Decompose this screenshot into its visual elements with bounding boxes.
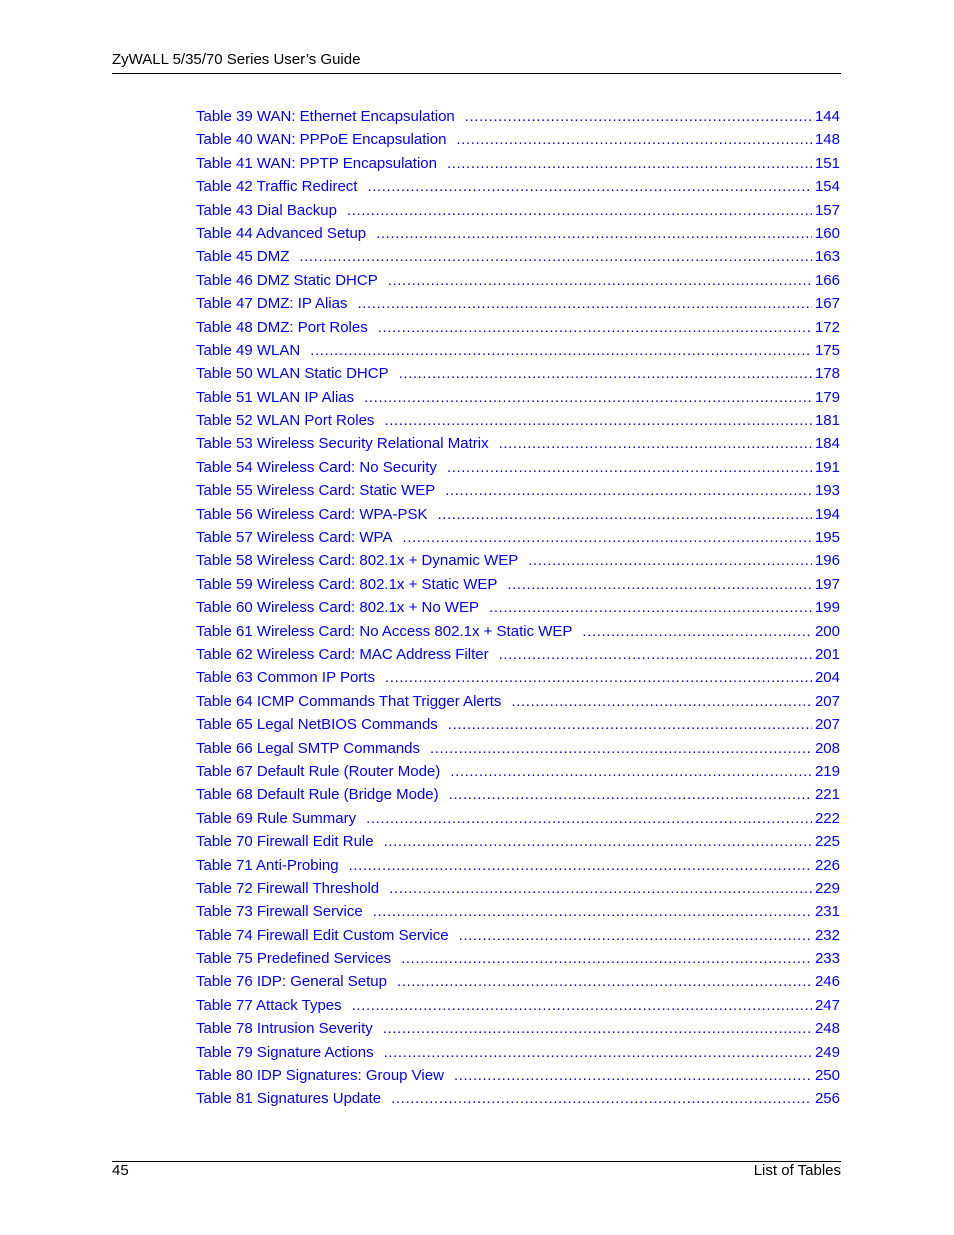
toc-entry-label: Table 50 WLAN Static DHCP	[196, 365, 389, 383]
toc-entry-label: Table 78 Intrusion Severity	[196, 1020, 373, 1038]
toc-entry-page: 201	[814, 645, 840, 663]
toc-leader-dots	[357, 292, 812, 315]
toc-leader-dots	[401, 947, 812, 970]
toc-entry[interactable]	[196, 128, 840, 151]
toc-entry-page: 204	[814, 669, 840, 687]
toc-entry[interactable]	[196, 269, 840, 292]
toc-entry-label: Table 58 Wireless Card: 802.1x + Dynamic WEP	[196, 552, 519, 570]
footer-page-number: 45	[112, 1162, 129, 1179]
toc-leader-dots	[376, 222, 812, 245]
toc-entry[interactable]	[196, 900, 840, 923]
toc-entry[interactable]	[196, 456, 840, 479]
toc-leader-dots	[450, 760, 812, 783]
toc-entry-label: Table 49 WLAN	[196, 341, 301, 359]
toc-entry[interactable]	[196, 152, 840, 175]
toc-entry[interactable]	[196, 432, 840, 455]
toc-entry[interactable]	[196, 830, 840, 853]
page-header-title: ZyWALL 5/35/70 Series User’s Guide	[112, 51, 361, 68]
toc-entry-page: 197	[814, 575, 840, 593]
toc-entry-label: Table 72 Firewall Threshold	[196, 879, 380, 897]
toc-entry-label: Table 67 Default Rule (Router Mode)	[196, 762, 441, 780]
toc-entry-page: 194	[814, 505, 840, 523]
toc-entry-page: 196	[814, 552, 840, 570]
toc-entry[interactable]	[196, 854, 840, 877]
toc-entry[interactable]	[196, 1087, 840, 1110]
toc-leader-dots	[511, 690, 812, 713]
toc-entry-label: Table 42 Traffic Redirect	[196, 178, 358, 196]
toc-entry-label: Table 45 DMZ	[196, 248, 290, 266]
toc-entry-page: 154	[814, 178, 840, 196]
list-of-tables	[196, 105, 840, 1111]
toc-entry-page: 207	[814, 716, 840, 734]
toc-leader-dots	[402, 526, 812, 549]
toc-entry-label: Table 55 Wireless Card: Static WEP	[196, 482, 436, 500]
toc-entry-label: Table 73 Firewall Service	[196, 903, 363, 921]
toc-entry-page: 250	[814, 1067, 840, 1085]
toc-entry-page: 232	[814, 926, 840, 944]
toc-entry-label: Table 48 DMZ: Port Roles	[196, 318, 368, 336]
toc-entry-label: Table 53 Wireless Security Relational Matrix	[196, 435, 489, 453]
toc-entry[interactable]	[196, 175, 840, 198]
toc-entry-page: 167	[814, 295, 840, 313]
toc-entry-label: Table 62 Wireless Card: MAC Address Filter	[196, 645, 489, 663]
toc-entry-page: 166	[814, 271, 840, 289]
toc-entry-label: Table 51 WLAN IP Alias	[196, 388, 355, 406]
toc-entry-label: Table 43 Dial Backup	[196, 201, 337, 219]
toc-entry-label: Table 66 Legal SMTP Commands	[196, 739, 421, 757]
toc-entry-label: Table 79 Signature Actions	[196, 1043, 374, 1061]
toc-entry[interactable]	[196, 947, 840, 970]
toc-entry-page: 148	[814, 131, 840, 149]
toc-leader-dots	[367, 175, 811, 198]
toc-entry-label: Table 70 Firewall Edit Rule	[196, 833, 374, 851]
toc-entry-page: 163	[814, 248, 840, 266]
toc-entry-page: 233	[814, 950, 840, 968]
toc-leader-dots	[352, 994, 812, 1017]
toc-entry-page: 248	[814, 1020, 840, 1038]
toc-entry-label: Table 77 Attack Types	[196, 996, 342, 1014]
toc-entry-label: Table 80 IDP Signatures: Group View	[196, 1067, 444, 1085]
toc-leader-dots	[391, 1087, 812, 1110]
toc-entry-label: Table 69 Rule Summary	[196, 809, 357, 827]
toc-entry[interactable]	[196, 1041, 840, 1064]
toc-leader-dots	[299, 245, 812, 268]
toc-entry[interactable]	[196, 362, 840, 385]
toc-leader-dots	[448, 713, 812, 736]
toc-entry-page: 181	[814, 412, 840, 430]
toc-entry[interactable]	[196, 526, 840, 549]
toc-entry[interactable]	[196, 409, 840, 432]
toc-entry-page: 221	[814, 786, 840, 804]
toc-entry-page: 184	[814, 435, 840, 453]
toc-entry-label: Table 64 ICMP Commands That Trigger Alerts	[196, 692, 502, 710]
toc-entry-page: 249	[814, 1043, 840, 1061]
toc-leader-dots	[384, 409, 812, 432]
toc-leader-dots	[364, 386, 812, 409]
toc-leader-dots	[489, 596, 812, 619]
footer-rule	[112, 1161, 841, 1162]
toc-entry-label: Table 59 Wireless Card: 802.1x + Static WEP	[196, 575, 498, 593]
toc-leader-dots	[349, 854, 812, 877]
toc-entry-label: Table 57 Wireless Card: WPA	[196, 529, 393, 547]
toc-leader-dots	[449, 783, 812, 806]
toc-leader-dots	[389, 877, 812, 900]
toc-entry-page: 191	[814, 458, 840, 476]
toc-entry-label: Table 75 Predefined Services	[196, 950, 392, 968]
toc-entry-label: Table 56 Wireless Card: WPA-PSK	[196, 505, 428, 523]
toc-leader-dots	[399, 362, 812, 385]
toc-entry-page: 195	[814, 529, 840, 547]
toc-leader-dots	[507, 573, 812, 596]
toc-entry-label: Table 65 Legal NetBIOS Commands	[196, 716, 438, 734]
toc-entry-page: 172	[814, 318, 840, 336]
toc-entry[interactable]	[196, 760, 840, 783]
toc-leader-dots	[459, 924, 812, 947]
toc-entry[interactable]	[196, 199, 840, 222]
toc-entry-page: 157	[814, 201, 840, 219]
toc-entry[interactable]	[196, 643, 840, 666]
toc-entry[interactable]	[196, 339, 840, 362]
toc-entry[interactable]	[196, 245, 840, 268]
toc-leader-dots	[397, 970, 812, 993]
toc-entry[interactable]	[196, 877, 840, 900]
toc-leader-dots	[384, 830, 812, 853]
toc-entry-page: 144	[814, 108, 840, 125]
toc-entry[interactable]	[196, 292, 840, 315]
toc-leader-dots	[347, 199, 812, 222]
toc-entry[interactable]	[196, 1064, 840, 1087]
toc-leader-dots	[582, 620, 812, 643]
toc-entry-label: Table 46 DMZ Static DHCP	[196, 271, 378, 289]
toc-entry-page: 178	[814, 365, 840, 383]
toc-entry[interactable]	[196, 573, 840, 596]
toc-entry[interactable]	[196, 105, 840, 128]
toc-entry[interactable]	[196, 666, 840, 689]
toc-leader-dots	[499, 432, 812, 455]
toc-entry-label: Table 54 Wireless Card: No Security	[196, 458, 437, 476]
toc-entry[interactable]	[196, 737, 840, 760]
toc-entry-page: 226	[814, 856, 840, 874]
toc-leader-dots	[437, 503, 812, 526]
toc-entry[interactable]	[196, 549, 840, 572]
toc-leader-dots	[378, 316, 812, 339]
toc-entry-label: Table 60 Wireless Card: 802.1x + No WEP	[196, 599, 480, 617]
toc-entry-page: 246	[814, 973, 840, 991]
toc-entry[interactable]	[196, 807, 840, 830]
toc-leader-dots	[445, 479, 812, 502]
toc-entry[interactable]	[196, 970, 840, 993]
toc-entry[interactable]	[196, 924, 840, 947]
toc-entry-page: 208	[814, 739, 840, 757]
footer-section-title: List of Tables	[753, 1162, 841, 1179]
toc-leader-dots	[383, 1017, 812, 1040]
toc-entry-label: Table 81 Signatures Update	[196, 1090, 382, 1108]
toc-entry-page: 247	[814, 996, 840, 1014]
toc-leader-dots	[373, 900, 812, 923]
toc-leader-dots	[447, 456, 812, 479]
toc-entry-label: Table 76 IDP: General Setup	[196, 973, 387, 991]
toc-entry-label: Table 71 Anti-Probing	[196, 856, 339, 874]
toc-entry-page: 200	[814, 622, 840, 640]
toc-entry-label: Table 39 WAN: Ethernet Encapsulation	[196, 108, 455, 125]
toc-entry-label: Table 63 Common IP Ports	[196, 669, 375, 687]
toc-entry-page: 193	[814, 482, 840, 500]
toc-entry[interactable]	[196, 316, 840, 339]
header-rule	[112, 73, 841, 74]
toc-entry-page: 175	[814, 341, 840, 359]
toc-leader-dots	[499, 643, 812, 666]
toc-entry-page: 225	[814, 833, 840, 851]
toc-entry[interactable]	[196, 1017, 840, 1040]
toc-entry-page: 222	[814, 809, 840, 827]
toc-leader-dots	[528, 549, 812, 572]
toc-entry-label: Table 44 Advanced Setup	[196, 224, 367, 242]
toc-leader-dots	[430, 737, 812, 760]
toc-entry-page: 151	[814, 154, 840, 172]
toc-leader-dots	[366, 807, 812, 830]
toc-entry-page: 256	[814, 1090, 840, 1108]
toc-entry-page: 199	[814, 599, 840, 617]
toc-entry[interactable]	[196, 222, 840, 245]
toc-entry-page: 207	[814, 692, 840, 710]
toc-entry-page: 229	[814, 879, 840, 897]
toc-entry[interactable]	[196, 690, 840, 713]
toc-leader-dots	[310, 339, 812, 362]
toc-entry-label: Table 68 Default Rule (Bridge Mode)	[196, 786, 439, 804]
toc-entry[interactable]	[196, 596, 840, 619]
toc-entry[interactable]	[196, 479, 840, 502]
toc-entry[interactable]	[196, 994, 840, 1017]
toc-entry-page: 179	[814, 388, 840, 406]
toc-entry[interactable]	[196, 783, 840, 806]
toc-entry-label: Table 40 WAN: PPPoE Encapsulation	[196, 131, 447, 149]
toc-leader-dots	[385, 666, 812, 689]
toc-leader-dots	[447, 152, 812, 175]
toc-leader-dots	[456, 128, 812, 151]
toc-entry-label: Table 41 WAN: PPTP Encapsulation	[196, 154, 437, 172]
toc-entry-page: 160	[814, 224, 840, 242]
toc-entry[interactable]	[196, 386, 840, 409]
toc-entry[interactable]	[196, 503, 840, 526]
toc-entry-label: Table 52 WLAN Port Roles	[196, 412, 375, 430]
toc-leader-dots	[454, 1064, 812, 1087]
toc-entry[interactable]	[196, 713, 840, 736]
toc-leader-dots	[388, 269, 812, 292]
toc-entry[interactable]	[196, 620, 840, 643]
toc-entry-label: Table 61 Wireless Card: No Access 802.1x + Static WEP	[196, 622, 573, 640]
toc-entry-label: Table 47 DMZ: IP Alias	[196, 295, 348, 313]
toc-leader-dots	[384, 1041, 812, 1064]
toc-entry-page: 231	[814, 903, 840, 921]
toc-leader-dots	[465, 105, 812, 128]
toc-entry-page: 219	[814, 762, 840, 780]
toc-entry-label: Table 74 Firewall Edit Custom Service	[196, 926, 449, 944]
